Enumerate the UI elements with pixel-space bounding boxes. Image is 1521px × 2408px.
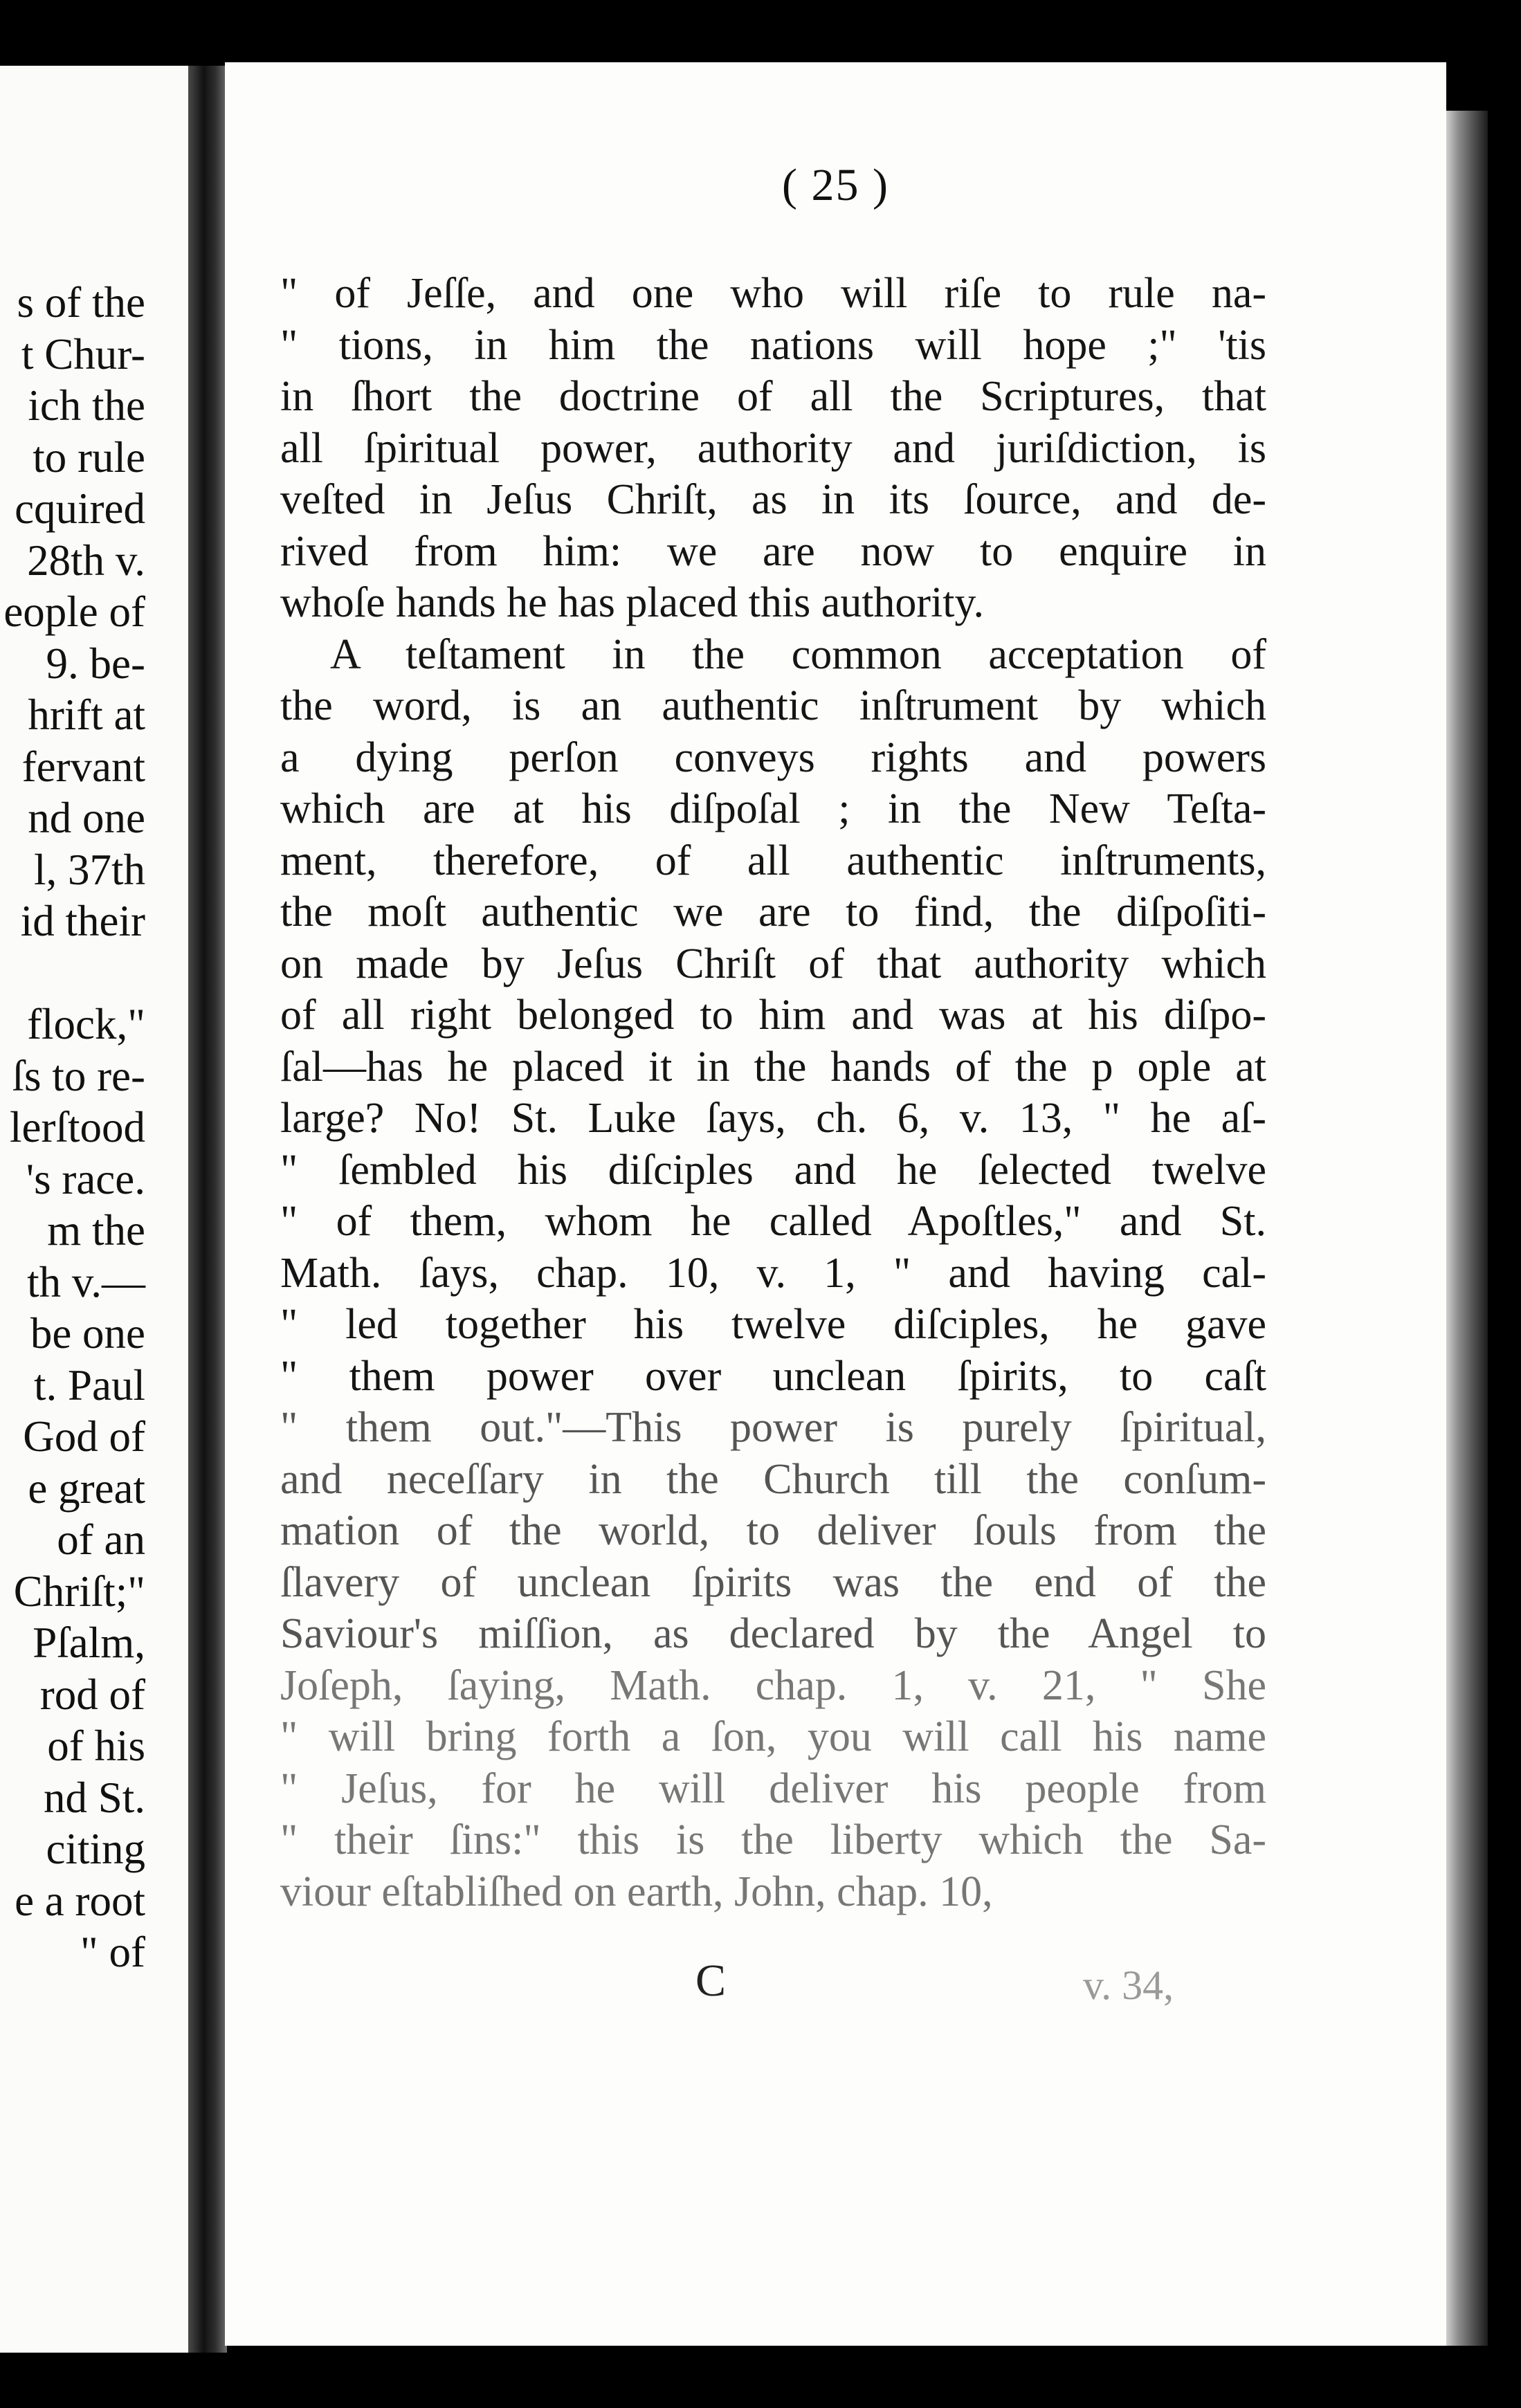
left-page-line: s of the xyxy=(17,278,145,327)
text-line: Saviour's miſſion, as declared by the Angel to xyxy=(280,1610,1266,1657)
left-page-line xyxy=(3,947,145,999)
left-page-line: cquired xyxy=(15,484,145,533)
left-page-line: hrift at xyxy=(28,691,145,739)
text-line: on made by Jeſus Chriſt of that authority which xyxy=(280,940,1266,987)
left-page-line: flock," xyxy=(27,1000,145,1048)
left-page-line: id their xyxy=(20,897,145,945)
left-page-line: 's race. xyxy=(26,1154,145,1203)
left-page-line: be one xyxy=(30,1309,145,1358)
text-line: all ſpiritual power, authority and juriſdiction, is xyxy=(280,424,1266,472)
left-page-line: l, 37th xyxy=(33,845,145,894)
text-line: which are at his diſpoſal ; in the New Teſta- xyxy=(280,785,1266,832)
left-page-line: nd one xyxy=(28,794,145,842)
left-page-line: th v.— xyxy=(27,1257,145,1306)
page-gutter xyxy=(188,66,227,2353)
text-line: A teſtament in the common acceptation of xyxy=(330,630,1266,678)
left-page-line: rod of xyxy=(39,1670,145,1719)
left-page-line: of his xyxy=(47,1722,145,1770)
text-line: veſted in Jeſus Chriſt, as in its ſource, and de- xyxy=(280,476,1266,523)
text-line: a dying perſon conveys rights and powers xyxy=(280,733,1266,781)
text-line: ment, therefore, of all authentic inſtruments, xyxy=(280,837,1266,884)
text-line: " Jeſus, for he will deliver his people from xyxy=(280,1764,1266,1812)
catchword: v. 34, xyxy=(1083,1962,1174,2008)
text-line: " ſembled his diſciples and he ſelected twelve xyxy=(280,1146,1266,1194)
left-page-text xyxy=(3,277,145,1978)
text-line: large? No! St. Luke ſays, ch. 6, v. 13, " he aſ- xyxy=(280,1095,1266,1142)
left-page-line: e great xyxy=(28,1463,145,1513)
left-page-line: ich the xyxy=(28,381,145,430)
text-line: of all right belonged to him and was at his diſpo- xyxy=(280,992,1266,1039)
left-page-line: God of xyxy=(23,1412,145,1461)
text-line: ſal—has he placed it in the hands of the p ople at xyxy=(280,1043,1266,1091)
text-line: whoſe hands he has placed this authority. xyxy=(280,579,985,626)
left-page-line: of an xyxy=(57,1515,145,1564)
text-line: " of them, whom he called Apoſtles," and St. xyxy=(280,1198,1266,1245)
text-line: " will bring forth a ſon, you will call his name xyxy=(280,1713,1266,1760)
left-page-line: 28th v. xyxy=(27,536,145,585)
text-line: Math. ſays, chap. 10, v. 1, " and having cal- xyxy=(280,1249,1266,1297)
left-page-line: to rule xyxy=(33,432,145,482)
text-line: " their ſins:" this is the liberty which the Sa- xyxy=(280,1816,1266,1863)
text-line: the word, is an authentic inſtrument by which xyxy=(280,682,1266,729)
page-number: ( 25 ) xyxy=(782,160,889,210)
text-line: " them power over unclean ſpirits, to caſt xyxy=(280,1352,1266,1400)
text-line: mation of the world, to deliver ſouls from the xyxy=(280,1507,1266,1554)
text-line: " of Jeſſe, and one who will riſe to rule na- xyxy=(280,270,1266,317)
left-page-line: t Chur- xyxy=(21,329,145,378)
left-page-line: citing xyxy=(46,1825,145,1873)
left-page-line: eople of xyxy=(3,587,145,636)
text-line: " tions, in him the nations will hope ;" 'tis xyxy=(280,321,1266,369)
left-page-line: Pſalm, xyxy=(33,1618,145,1667)
text-line: in ſhort the doctrine of all the Scriptures, that xyxy=(280,373,1266,420)
left-facing-page xyxy=(0,66,208,2353)
right-page xyxy=(225,62,1446,2346)
text-line: and neceſſary in the Church till the conſum- xyxy=(280,1455,1266,1503)
left-page-line: Chriſt;" xyxy=(13,1567,145,1616)
text-line: rived from him: we are now to enquire in xyxy=(280,527,1266,575)
text-line: ſlavery of unclean ſpirits was the end of the xyxy=(280,1558,1266,1606)
text-line: viour eſtabliſhed on earth, John, chap. 10, xyxy=(280,1868,993,1915)
left-page-line: nd St. xyxy=(43,1773,145,1822)
left-page-line: t. Paul xyxy=(33,1360,145,1410)
left-page-line: m the xyxy=(47,1206,145,1255)
page-edge-shadow xyxy=(1446,111,1488,2346)
left-page-line: fervant xyxy=(21,742,145,791)
left-page-line: e a root xyxy=(15,1876,145,1925)
left-page-line: lerſtood xyxy=(10,1103,145,1151)
signature-mark: C xyxy=(695,1955,727,2006)
text-line: " them out."—This power is purely ſpiritual, xyxy=(280,1404,1266,1451)
text-line: the moſt authentic we are to find, the diſpoſiti- xyxy=(280,888,1266,936)
text-line: " led together his twelve diſciples, he gave xyxy=(280,1301,1266,1348)
left-page-line: ſs to re- xyxy=(12,1051,145,1100)
left-page-line: 9. be- xyxy=(46,639,145,688)
body-text xyxy=(280,268,1266,1917)
text-line: Joſeph, ſaying, Math. chap. 1, v. 21, " She xyxy=(280,1661,1266,1709)
left-page-line: " of xyxy=(80,1928,145,1976)
